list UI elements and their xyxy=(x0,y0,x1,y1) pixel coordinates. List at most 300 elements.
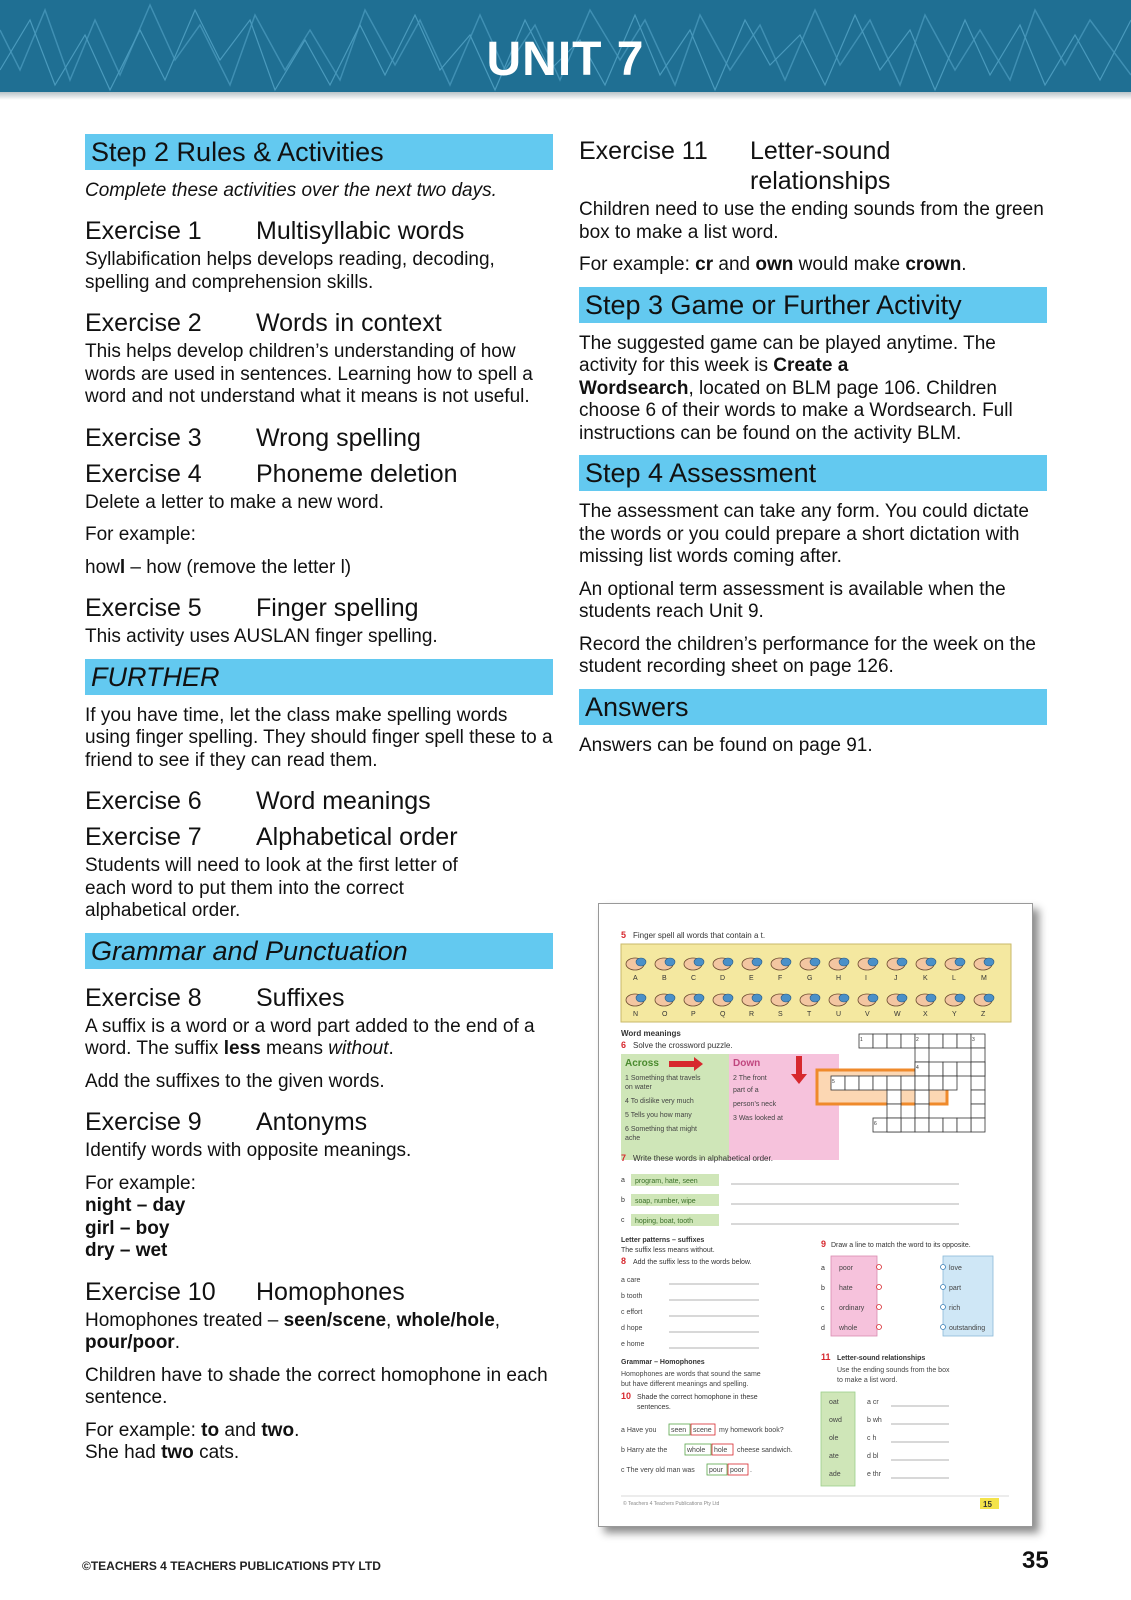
exercise-5-text: This activity uses AUSLAN finger spelling. xyxy=(85,626,438,647)
antonym-word: poor xyxy=(839,1265,854,1272)
crossword-cell xyxy=(943,1034,957,1048)
alphabet-letter: X xyxy=(923,1011,928,1018)
exercise-number: Exercise 9 xyxy=(85,1108,202,1136)
alphabet-letter: K xyxy=(923,975,928,982)
opposite-word: part xyxy=(949,1285,962,1292)
row-letter: d xyxy=(821,1325,825,1332)
crossword-cell xyxy=(887,1076,901,1090)
exercise-2-heading xyxy=(85,308,553,338)
thumb-page-number: 15 xyxy=(983,1500,992,1509)
bold-part: own xyxy=(755,254,794,275)
clue: 6 Something that might xyxy=(625,1126,697,1133)
q5-number: 5 xyxy=(621,930,627,940)
bold-part: two xyxy=(161,1442,194,1463)
alphabet-letter: H xyxy=(836,975,842,982)
row-letter: c xyxy=(621,1217,625,1224)
opposite-word: rich xyxy=(949,1305,961,1312)
clue: 3 Was looked at xyxy=(733,1115,783,1122)
q9-number: 9 xyxy=(821,1239,827,1249)
letter-patterns-label: Letter patterns – suffixes xyxy=(621,1237,705,1244)
alphabet-letter: P xyxy=(691,1011,696,1018)
crossword-cell xyxy=(915,1048,929,1062)
suffix-word: e home xyxy=(621,1341,645,1348)
exercise-name: Suffixes xyxy=(256,983,345,1012)
crossword-cell xyxy=(929,1118,943,1132)
homophone-note-1: Homophones are words that sound the same xyxy=(621,1371,761,1378)
clue: on water xyxy=(625,1084,652,1091)
exercise-4-example xyxy=(85,557,553,580)
word-start: a cr xyxy=(867,1399,879,1406)
q11-text-1: Use the ending sounds from the box xyxy=(837,1367,950,1374)
antonym-word: ordinary xyxy=(839,1305,865,1312)
cuff-icon xyxy=(868,994,878,1002)
exercise-name: Alphabetical order xyxy=(256,823,458,851)
exercise-8-text xyxy=(85,1016,553,1061)
text-part: For example: xyxy=(85,1419,202,1441)
crossword-number: 1 xyxy=(860,1037,863,1043)
cuff-icon xyxy=(839,958,849,966)
exercise-name: Wrong spelling xyxy=(256,423,421,452)
crossword-cell xyxy=(915,1104,929,1118)
exercise-9-heading xyxy=(85,1107,553,1137)
text-part: means xyxy=(260,1038,329,1059)
crossword-number: 3 xyxy=(972,1037,975,1043)
match-dot xyxy=(877,1265,882,1270)
word-start: e thr xyxy=(867,1471,882,1478)
sentence-part: b Harry ate the xyxy=(621,1447,668,1454)
cuff-icon xyxy=(636,958,646,966)
match-dot xyxy=(877,1325,882,1330)
exercise-6-heading xyxy=(85,786,553,816)
crossword-cell xyxy=(915,1076,929,1090)
step4-text-3: Record the children’s performance for the week on the student recording sheet on page 126. xyxy=(579,633,1036,677)
crossword-cell xyxy=(901,1118,915,1132)
text-part: would make xyxy=(793,254,906,275)
crossword-cell xyxy=(901,1034,915,1048)
crossword-cell xyxy=(971,1090,985,1104)
alphabet-letter: O xyxy=(662,1011,668,1018)
crossword-cell xyxy=(943,1062,957,1076)
exercise-10-example xyxy=(85,1420,553,1443)
alphabet-letter: C xyxy=(691,975,697,982)
q6-number: 6 xyxy=(621,1040,627,1050)
word-start: c h xyxy=(867,1435,877,1442)
row-letter: b xyxy=(621,1197,625,1204)
alphabet-letter: M xyxy=(981,975,987,982)
crossword-cell xyxy=(957,1062,971,1076)
match-dot xyxy=(941,1285,946,1290)
crossword-cell xyxy=(845,1076,859,1090)
exercise-7-heading xyxy=(85,822,553,852)
across-box xyxy=(621,1054,729,1160)
exercise-name: Word meanings xyxy=(256,787,431,815)
exercise-11-text: Children need to use the ending sounds from the green box to make a list word. xyxy=(579,199,1044,243)
alphabet-letter: B xyxy=(662,975,667,982)
sentence-part: cheese sandwich. xyxy=(737,1447,793,1454)
crossword-cell xyxy=(915,1090,929,1104)
example-bold-letter: l xyxy=(119,556,126,578)
text-part: . xyxy=(388,1038,394,1059)
step3-text xyxy=(579,333,1047,446)
alphabet-letter: Y xyxy=(952,1011,957,1018)
exercise-4-text: Delete a letter to make a new word. xyxy=(85,491,384,513)
antonym-pair: girl – boy xyxy=(85,1217,170,1239)
alphabet-letter: S xyxy=(778,1011,783,1018)
step4-text-1: The assessment can take any form. You could dictate the words or you could prepare a short dictation with missing list words coming after. xyxy=(579,501,1029,567)
q8-text: Add the suffix less to the words below. xyxy=(633,1259,752,1266)
alphabet-letter: I xyxy=(865,975,867,982)
word-start: d bl xyxy=(867,1453,879,1460)
exercise-11-example xyxy=(579,254,1047,277)
alphabet-letter: A xyxy=(633,975,638,982)
crossword-cell xyxy=(971,1118,985,1132)
down-title: Down xyxy=(733,1058,761,1069)
cuff-icon xyxy=(984,958,994,966)
step2-heading: Step 2 Rules & Activities xyxy=(85,134,553,170)
further-heading: FURTHER xyxy=(85,659,553,695)
bold-part: Wordsearch xyxy=(579,377,689,399)
q10-sentences xyxy=(621,1424,793,1475)
bold-part: less xyxy=(223,1038,261,1059)
crossword-cell xyxy=(971,1076,985,1090)
match-dot xyxy=(877,1285,882,1290)
exercise-5-heading xyxy=(85,593,553,623)
alphabet-letter: E xyxy=(749,975,754,982)
clue: person’s neck xyxy=(733,1101,777,1108)
q7-number: 7 xyxy=(621,1153,627,1163)
alphabet-letter: V xyxy=(865,1011,870,1018)
cuff-icon xyxy=(723,958,733,966)
exercise-2-text: This helps develop children’s understanding of how words are used in sentences. Learning how to spell a word and not understand what it means is not useful. xyxy=(85,341,533,407)
exercise-name xyxy=(750,136,1047,196)
text-part: . xyxy=(961,254,967,275)
q11-text-2: to make a list word. xyxy=(837,1377,898,1384)
match-dot xyxy=(941,1325,946,1330)
ending-sound: oat xyxy=(829,1399,839,1406)
crossword-cell xyxy=(901,1076,915,1090)
italic-part: without xyxy=(328,1038,389,1059)
alphabet-letter: W xyxy=(894,1011,901,1018)
crossword-cell xyxy=(887,1118,901,1132)
q9-text: Draw a line to match the word to its opposite. xyxy=(831,1242,971,1249)
word-list: program, hate, seen xyxy=(635,1178,698,1185)
crossword-number: 4 xyxy=(916,1065,919,1071)
worksheet-thumbnail xyxy=(598,903,1033,1527)
match-dot xyxy=(941,1305,946,1310)
sentence-part: a Have you xyxy=(621,1427,657,1434)
example-rest: – how (remove the letter l) xyxy=(125,556,352,578)
alphabet-letter: U xyxy=(836,1011,842,1018)
exercise-number: Exercise 10 xyxy=(85,1277,216,1306)
row-letter: a xyxy=(621,1177,625,1184)
cuff-icon xyxy=(752,958,762,966)
clue: 5 Tells you how many xyxy=(625,1112,692,1119)
cuff-icon xyxy=(665,994,675,1002)
ending-sound: ade xyxy=(829,1471,841,1478)
grammar-homophones-label: Grammar – Homophones xyxy=(621,1359,705,1366)
name-line: relationships xyxy=(750,167,891,195)
page-number: 35 xyxy=(1022,1547,1049,1574)
word-start: b wh xyxy=(867,1417,882,1424)
crossword-cell xyxy=(887,1034,901,1048)
exercise-8-text-2: Add the suffixes to the given words. xyxy=(85,1070,385,1092)
crossword-cell xyxy=(873,1076,887,1090)
bold-part: seen/scene xyxy=(283,1309,387,1331)
homophone-option: scene xyxy=(693,1427,712,1434)
q9-left-box xyxy=(831,1256,877,1336)
crossword-number: 5 xyxy=(832,1079,835,1085)
row-letter: b xyxy=(821,1285,825,1292)
clue: 4 To dislike very much xyxy=(625,1098,694,1105)
cuff-icon xyxy=(723,994,733,1002)
step3-heading: Step 3 Game or Further Activity xyxy=(579,287,1047,323)
ending-sound: owd xyxy=(829,1417,842,1424)
bold-part: Create a xyxy=(773,355,849,376)
cuff-icon xyxy=(984,994,994,1002)
bold-part: crown xyxy=(905,254,962,275)
exercise-9-text: Identify words with opposite meanings. xyxy=(85,1140,412,1161)
crossword-cell xyxy=(887,1090,901,1104)
clue: 2 The front xyxy=(733,1075,767,1082)
crossword-cell xyxy=(957,1118,971,1132)
exercise-11-heading xyxy=(579,136,1047,196)
q7-rows xyxy=(621,1174,959,1226)
step4-text-2: An optional term assessment is available when the students reach Unit 9. xyxy=(579,578,1006,622)
exercise-10-text xyxy=(85,1310,553,1355)
crossword-cell xyxy=(943,1118,957,1132)
crossword-grid xyxy=(831,1034,985,1132)
cuff-icon xyxy=(810,958,820,966)
homophone-note-2: but have different meanings and spelling. xyxy=(621,1381,749,1388)
text-part: A suffix is a word or a word part added to the end of a word. The suffix xyxy=(85,1015,535,1059)
right-column xyxy=(579,134,1047,767)
thumb-copyright: © Teachers 4 Teachers Publications Pty Ltd xyxy=(623,1501,720,1507)
worksheet-image xyxy=(599,904,1032,1526)
exercise-number: Exercise 3 xyxy=(85,423,202,452)
crossword-cell xyxy=(859,1076,873,1090)
exercise-name: Multisyllabic words xyxy=(256,217,465,245)
crossword-cell xyxy=(943,1076,957,1090)
alphabet-letter: T xyxy=(807,1011,812,1018)
sentence-part: . xyxy=(750,1467,752,1474)
antonym-pair: dry – wet xyxy=(85,1240,168,1261)
alphabet-letter: F xyxy=(778,975,783,982)
crossword-number: 6 xyxy=(874,1121,877,1127)
exercise-3-heading xyxy=(85,423,553,453)
left-column xyxy=(85,134,553,1475)
exercise-4-heading xyxy=(85,459,553,489)
cuff-icon xyxy=(694,994,704,1002)
q11-title: Letter-sound relationships xyxy=(837,1355,926,1362)
cuff-icon xyxy=(694,958,704,966)
text-part: For example: xyxy=(579,254,696,275)
row-letter: a xyxy=(821,1265,825,1272)
exercise-7-text: Students will need to look at the first letter of each word to put them into the correct alphabetical order. xyxy=(85,855,458,921)
alphabet-letter: Q xyxy=(720,1011,726,1018)
q7-text: Write these words in alphabetical order. xyxy=(633,1154,773,1163)
row-letter: c xyxy=(821,1305,825,1312)
step4-heading: Step 4 Assessment xyxy=(579,455,1047,491)
text-part: and xyxy=(219,1419,262,1441)
word-meanings-label: Word meanings xyxy=(621,1029,681,1038)
q6-text: Solve the crossword puzzle. xyxy=(633,1041,733,1050)
text-part: . xyxy=(174,1332,180,1353)
homophone-option: pour xyxy=(709,1467,724,1474)
exercise-number: Exercise 1 xyxy=(85,217,202,245)
suffix-word: d hope xyxy=(621,1325,643,1332)
cuff-icon xyxy=(810,994,820,1002)
exercise-number: Exercise 5 xyxy=(85,594,202,622)
q10-text-1: Shade the correct homophone in these xyxy=(637,1394,758,1401)
q8-number: 8 xyxy=(621,1256,627,1266)
bold-part: whole/hole xyxy=(396,1309,495,1331)
exercise-name: Phoneme deletion xyxy=(256,459,458,488)
crossword-cell xyxy=(957,1034,971,1048)
alphabet-letter: J xyxy=(894,975,898,982)
exercise-10-heading xyxy=(85,1277,553,1307)
homophone-option: whole xyxy=(687,1447,706,1454)
bold-part: to xyxy=(201,1419,220,1441)
footer-copyright: ©TEACHERS 4 TEACHERS PUBLICATIONS PTY LTD xyxy=(82,1559,381,1573)
step2-intro: Complete these activities over the next two days. xyxy=(85,180,497,201)
crossword-cell xyxy=(971,1048,985,1062)
clue: ache xyxy=(625,1135,641,1142)
crossword-cell xyxy=(915,1118,929,1132)
alphabet-letter: D xyxy=(720,975,726,982)
antonym-word: whole xyxy=(839,1325,858,1332)
q11-number: 11 xyxy=(821,1352,831,1362)
exercise-number: Exercise 11 xyxy=(579,137,708,165)
text-part: , located on BLM page 106. Children choose 6 of their words to make a Wordsearch. Full instructions can be found on the activity BLM. xyxy=(579,377,1013,444)
text-part: Homophones treated – xyxy=(85,1309,284,1331)
sentence-part: c The very old man was xyxy=(621,1467,695,1474)
crossword-cell xyxy=(873,1034,887,1048)
exercise-number: Exercise 2 xyxy=(85,309,202,337)
cuff-icon xyxy=(926,994,936,1002)
exercise-1-text: Syllabification helps develops reading, decoding, spelling and comprehension skills. xyxy=(85,249,495,293)
cuff-icon xyxy=(955,958,965,966)
exercise-9-example-label: For example: xyxy=(85,1172,196,1194)
antonym-word: hate xyxy=(839,1285,853,1292)
cuff-icon xyxy=(926,958,936,966)
name-line: Letter-sound xyxy=(750,137,891,165)
cuff-icon xyxy=(781,958,791,966)
crossword-cell xyxy=(971,1104,985,1118)
crossword-cell xyxy=(929,1076,943,1090)
bold-part: cr xyxy=(695,254,714,275)
antonym-pair: night – day xyxy=(85,1195,186,1216)
exercise-4-example-label: For example: xyxy=(85,524,196,545)
q8-words xyxy=(621,1277,759,1348)
opposite-word: outstanding xyxy=(949,1325,986,1332)
across-title: Across xyxy=(625,1058,659,1069)
further-text: If you have time, let the class make spelling words using finger spelling. They should finger spell these to a friend to see if they can read them. xyxy=(85,704,553,771)
answers-text: Answers can be found on page 91. xyxy=(579,734,873,756)
word-list: hoping, boat, tooth xyxy=(635,1218,693,1225)
suffix-note: The suffix less means without. xyxy=(621,1247,715,1254)
cuff-icon xyxy=(839,994,849,1002)
suffix-word: a care xyxy=(621,1277,641,1284)
unit-banner xyxy=(0,0,1131,92)
exercise-1-heading xyxy=(85,216,553,246)
example-word: how xyxy=(85,556,120,578)
bold-part: two xyxy=(261,1419,295,1441)
homophone-option: seen xyxy=(671,1427,687,1434)
cuff-icon xyxy=(781,994,791,1002)
homophone-option: hole xyxy=(714,1447,728,1454)
exercise-name: Antonyms xyxy=(256,1108,368,1136)
text-part: She had xyxy=(85,1442,162,1463)
alphabet-letter: L xyxy=(952,975,956,982)
clue: 1 Something that travels xyxy=(625,1075,701,1082)
alphabet-letter: N xyxy=(633,1011,639,1018)
alphabet-letter: Z xyxy=(981,1011,986,1018)
ending-sound: ole xyxy=(829,1435,839,1442)
text-part: cats. xyxy=(193,1442,240,1463)
antonym-pairs xyxy=(85,1195,553,1263)
exercise-name: Homophones xyxy=(256,1277,405,1306)
crossword-cell xyxy=(971,1062,985,1076)
q5-text: Finger spell all words that contain a t. xyxy=(633,931,766,940)
q10-text-2: sentences. xyxy=(637,1404,671,1411)
exercise-10-example-2 xyxy=(85,1442,553,1465)
crossword-cell xyxy=(929,1034,943,1048)
unit-title: UNIT 7 xyxy=(486,33,645,86)
sentence-part: my homework book? xyxy=(719,1427,784,1434)
crossword-number: 2 xyxy=(916,1037,919,1043)
text-part: , xyxy=(494,1309,501,1331)
q10-number: 10 xyxy=(621,1391,632,1401)
suffix-word: c effort xyxy=(621,1309,643,1316)
grammar-heading: Grammar and Punctuation xyxy=(85,933,553,969)
exercise-10-text-2: Children have to shade the correct homophone in each sentence. xyxy=(85,1364,548,1408)
banner-shadow xyxy=(0,92,1131,100)
cuff-icon xyxy=(665,958,675,966)
alphabet-letter: G xyxy=(807,975,813,982)
cuff-icon xyxy=(752,994,762,1002)
exercise-number: Exercise 4 xyxy=(85,459,202,488)
exercise-8-heading xyxy=(85,983,553,1013)
word-list: soap, number, wipe xyxy=(635,1198,696,1205)
crossword-cell xyxy=(887,1104,901,1118)
crossword-cell xyxy=(929,1062,943,1076)
clue: part of a xyxy=(733,1087,759,1094)
cuff-icon xyxy=(955,994,965,1002)
match-dot xyxy=(877,1305,882,1310)
exercise-name: Words in context xyxy=(256,309,442,337)
text-part: and xyxy=(713,254,756,275)
cuff-icon xyxy=(897,958,907,966)
opposite-word: love xyxy=(949,1265,962,1272)
exercise-name: Finger spelling xyxy=(256,594,419,622)
text-part: . xyxy=(294,1419,300,1441)
exercise-number: Exercise 8 xyxy=(85,983,202,1012)
answers-heading: Answers xyxy=(579,689,1047,725)
suffix-word: b tooth xyxy=(621,1293,643,1300)
text-part: , xyxy=(386,1309,397,1331)
homophone-option: poor xyxy=(730,1467,745,1474)
exercise-number: Exercise 7 xyxy=(85,823,202,851)
alphabet-letter: R xyxy=(749,1011,755,1018)
ending-sound: ate xyxy=(829,1453,839,1460)
exercise-number: Exercise 6 xyxy=(85,787,202,815)
match-dot xyxy=(941,1265,946,1270)
text-part: The suggested game can be played anytime. The activity for this week is xyxy=(579,332,996,376)
bold-part: pour/poor xyxy=(85,1332,175,1353)
cuff-icon xyxy=(868,958,878,966)
cuff-icon xyxy=(636,994,646,1002)
cuff-icon xyxy=(897,994,907,1002)
